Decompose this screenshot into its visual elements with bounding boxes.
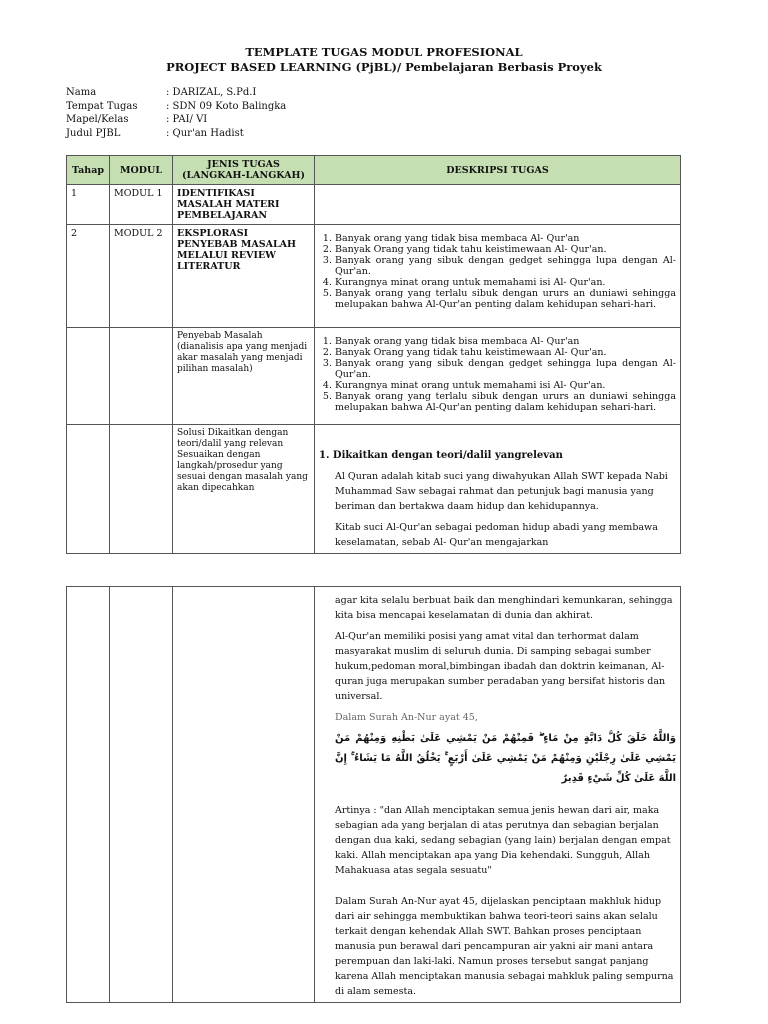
document-title: TEMPLATE TUGAS MODUL PROFESIONAL	[245, 45, 523, 59]
cell-deskripsi	[315, 425, 681, 554]
list-item: 2. Banyak Orang yang tidak tahu keistimewaan Al- Qur'an.	[335, 244, 676, 255]
root-cause-list	[319, 336, 676, 413]
meta-label: Mapel/Kelas	[66, 114, 129, 125]
cell-jenis: Penyebab Masalah (dianalisis apa yang menjadi akar masalah yang menjadi pilihan masalah)	[173, 328, 315, 425]
meta-row-tempat	[66, 100, 286, 114]
meta-value: : Qur'an Hadist	[166, 127, 244, 139]
list-item: 3. Banyak orang yang sibuk dengan gedget sehingga lupa dengan Al-Qur'an.	[335, 358, 676, 380]
arabic-verse: وَاللَّهُ خَلَقَ كُلَّ دَابَّةٍ مِنْ مَاءٍ ۖ فَمِنْهُمْ مَنْ يَمْشِي عَلَىٰ بَطْنِهِ وَمِنْهُمْ مَنْ يَمْشِي عَلَىٰ رِجْلَيْنِ وَمِنْهُمْ مَنْ يَمْشِي عَلَىٰ أَرْبَعٍ ۚ يَخْلُقُ اللَّهُ مَا يَشَاءُ ۚ إِنَّ اللَّهَ عَلَىٰ كُلِّ شَيْءٍ قَدِيرٌ	[335, 733, 676, 784]
meta-label: Tempat Tugas	[66, 100, 138, 112]
meta-value: : DARIZAL, S.Pd.I	[166, 87, 257, 98]
cell-tahap: 1	[67, 185, 110, 225]
list-item: 5. Banyak orang yang terlalu sibuk dengan ururs an duniawi sehingga melupakan bahwa Al-Qur'an penting dalam kehidupan sehari-hari.	[335, 391, 676, 413]
cell-jenis	[173, 587, 315, 1003]
meta-row-judul	[66, 127, 286, 141]
cell-tahap	[67, 425, 110, 554]
task-table	[66, 155, 681, 554]
col-header-modul: MODUL	[110, 156, 173, 185]
translation: Artinya : "dan Allah menciptakan semua jenis hewan dari air, maka sebagian ada yang berjalan di atas perutnya dan sebagian berjalan dengan dua kaki, sedang sebagian (yang lain) berjalan dengan empat kaki. Allah menciptakan apa yang Dia kehendaki. Sungguh, Allah Mahakuasa atas segala sesuatu"	[335, 805, 671, 876]
meta-row-nama	[66, 86, 286, 100]
paragraph: agar kita selalu berbuat baik dan menghindari kemunkaran, sehingga kita bisa mencapai keselamatan di dunia dan akhirat.	[335, 595, 673, 621]
cell-deskripsi	[315, 587, 681, 1003]
list-item: 3. Banyak orang yang sibuk dengan gedget sehingga lupa dengan Al-Qur'an.	[335, 255, 676, 277]
list-item: 1. Banyak orang yang tidak bisa membaca Al- Qur'an	[335, 233, 676, 244]
cell-jenis: EKSPLORASI PENYEBAB MASALAH MELALUI REVIEW LITERATUR	[173, 225, 315, 328]
identity-block	[66, 86, 286, 140]
meta-label: Judul PJBL	[66, 127, 121, 139]
continuation-table	[66, 586, 681, 1003]
paragraph: Al Quran adalah kitab suci yang diwahyukan Allah SWT kepada Nabi Muhammad Saw sebagai rahmat dan petunjuk bagi manusia yang beriman dan bertakwa daam hidup dan kehidupannya.	[335, 471, 668, 512]
solution-heading: 1. Dikaitkan dengan teori/dalil yangrelevan	[319, 450, 563, 461]
cell-deskripsi	[315, 185, 681, 225]
cell-modul: MODUL 1	[110, 185, 173, 225]
list-item: 4. Kurangnya minat orang untuk memahami isi Al- Qur'an.	[335, 277, 676, 288]
col-header-tahap: Tahap	[67, 156, 110, 185]
paragraph: Kitab suci Al-Qur'an sebagai pedoman hidup abadi yang membawa keselamatan, sebab Al- Qur'an mengajarkan	[335, 522, 658, 548]
cell-tahap	[67, 328, 110, 425]
list-item: 2. Banyak Orang yang tidak tahu keistimewaan Al- Qur'an.	[335, 347, 676, 358]
cell-deskripsi	[315, 225, 681, 328]
meta-label: Nama	[66, 87, 97, 98]
document-subtitle: PROJECT BASED LEARNING (PjBL)/ Pembelajaran Berbasis Proyek	[166, 60, 602, 74]
table-row	[67, 587, 681, 1003]
cell-modul	[110, 425, 173, 554]
meta-row-mapel	[66, 113, 286, 127]
col-header-jenis: JENIS TUGAS (LANGKAH-LANGKAH)	[173, 156, 315, 185]
meta-value: : SDN 09 Koto Balingka	[166, 100, 287, 112]
table-row	[67, 425, 681, 554]
surah-reference: Dalam Surah An-Nur ayat 45,	[335, 712, 478, 723]
list-item: 5. Banyak orang yang terlalu sibuk dengan ururs an duniawi sehingga melupakan bahwa Al-Qur'an penting dalam kehidupan sehari-hari.	[335, 288, 676, 310]
cause-list	[319, 233, 676, 310]
table-row	[67, 328, 681, 425]
table-header-row	[67, 156, 681, 185]
paragraph: Al-Qur'an memiliki posisi yang amat vital dan terhormat dalam masyarakat muslim di seluruh dunia. Di samping sebagai sumber hukum,pedoman moral,bimbingan ibadah dan doktrin keimanan, Al-quran juga merupakan sumber peradaban yang bersifat historis dan universal.	[335, 631, 666, 702]
paragraph: Dalam Surah An-Nur ayat 45, dijelaskan penciptaan makhluk hidup dari air sehingga membuktikan bahwa teori-teori sains akan selalu terkait dengan kehendak Allah SWT. Bahkan proses penciptaan manusia pun berawal dari pencampuran air yakni air mani antara perempuan dan laki-laki. Namun proses tersebut sangat panjang karena Allah menciptakan manusia sebagai mahkluk paling sempurna di alam semesta.	[335, 896, 674, 997]
table-row	[67, 185, 681, 225]
cell-deskripsi	[315, 328, 681, 425]
meta-value: : PAI/ VI	[166, 114, 208, 125]
cell-modul	[110, 587, 173, 1003]
list-item: 1. Banyak orang yang tidak bisa membaca Al- Qur'an	[335, 336, 676, 347]
cell-jenis: IDENTIFIKASI MASALAH MATERI PEMBELAJARAN	[173, 185, 315, 225]
col-header-deskripsi: DESKRIPSI TUGAS	[315, 156, 681, 185]
table-row	[67, 225, 681, 328]
cell-jenis: Solusi Dikaitkan dengan teori/dalil yang relevan Sesuaikan dengan langkah/prosedur yang sesuai dengan masalah yang akan dipecahkan	[173, 425, 315, 554]
cell-tahap: 2	[67, 225, 110, 328]
cell-modul	[110, 328, 173, 425]
list-item: 4. Kurangnya minat orang untuk memahami isi Al- Qur'an.	[335, 380, 676, 391]
cell-tahap	[67, 587, 110, 1003]
cell-modul: MODUL 2	[110, 225, 173, 328]
